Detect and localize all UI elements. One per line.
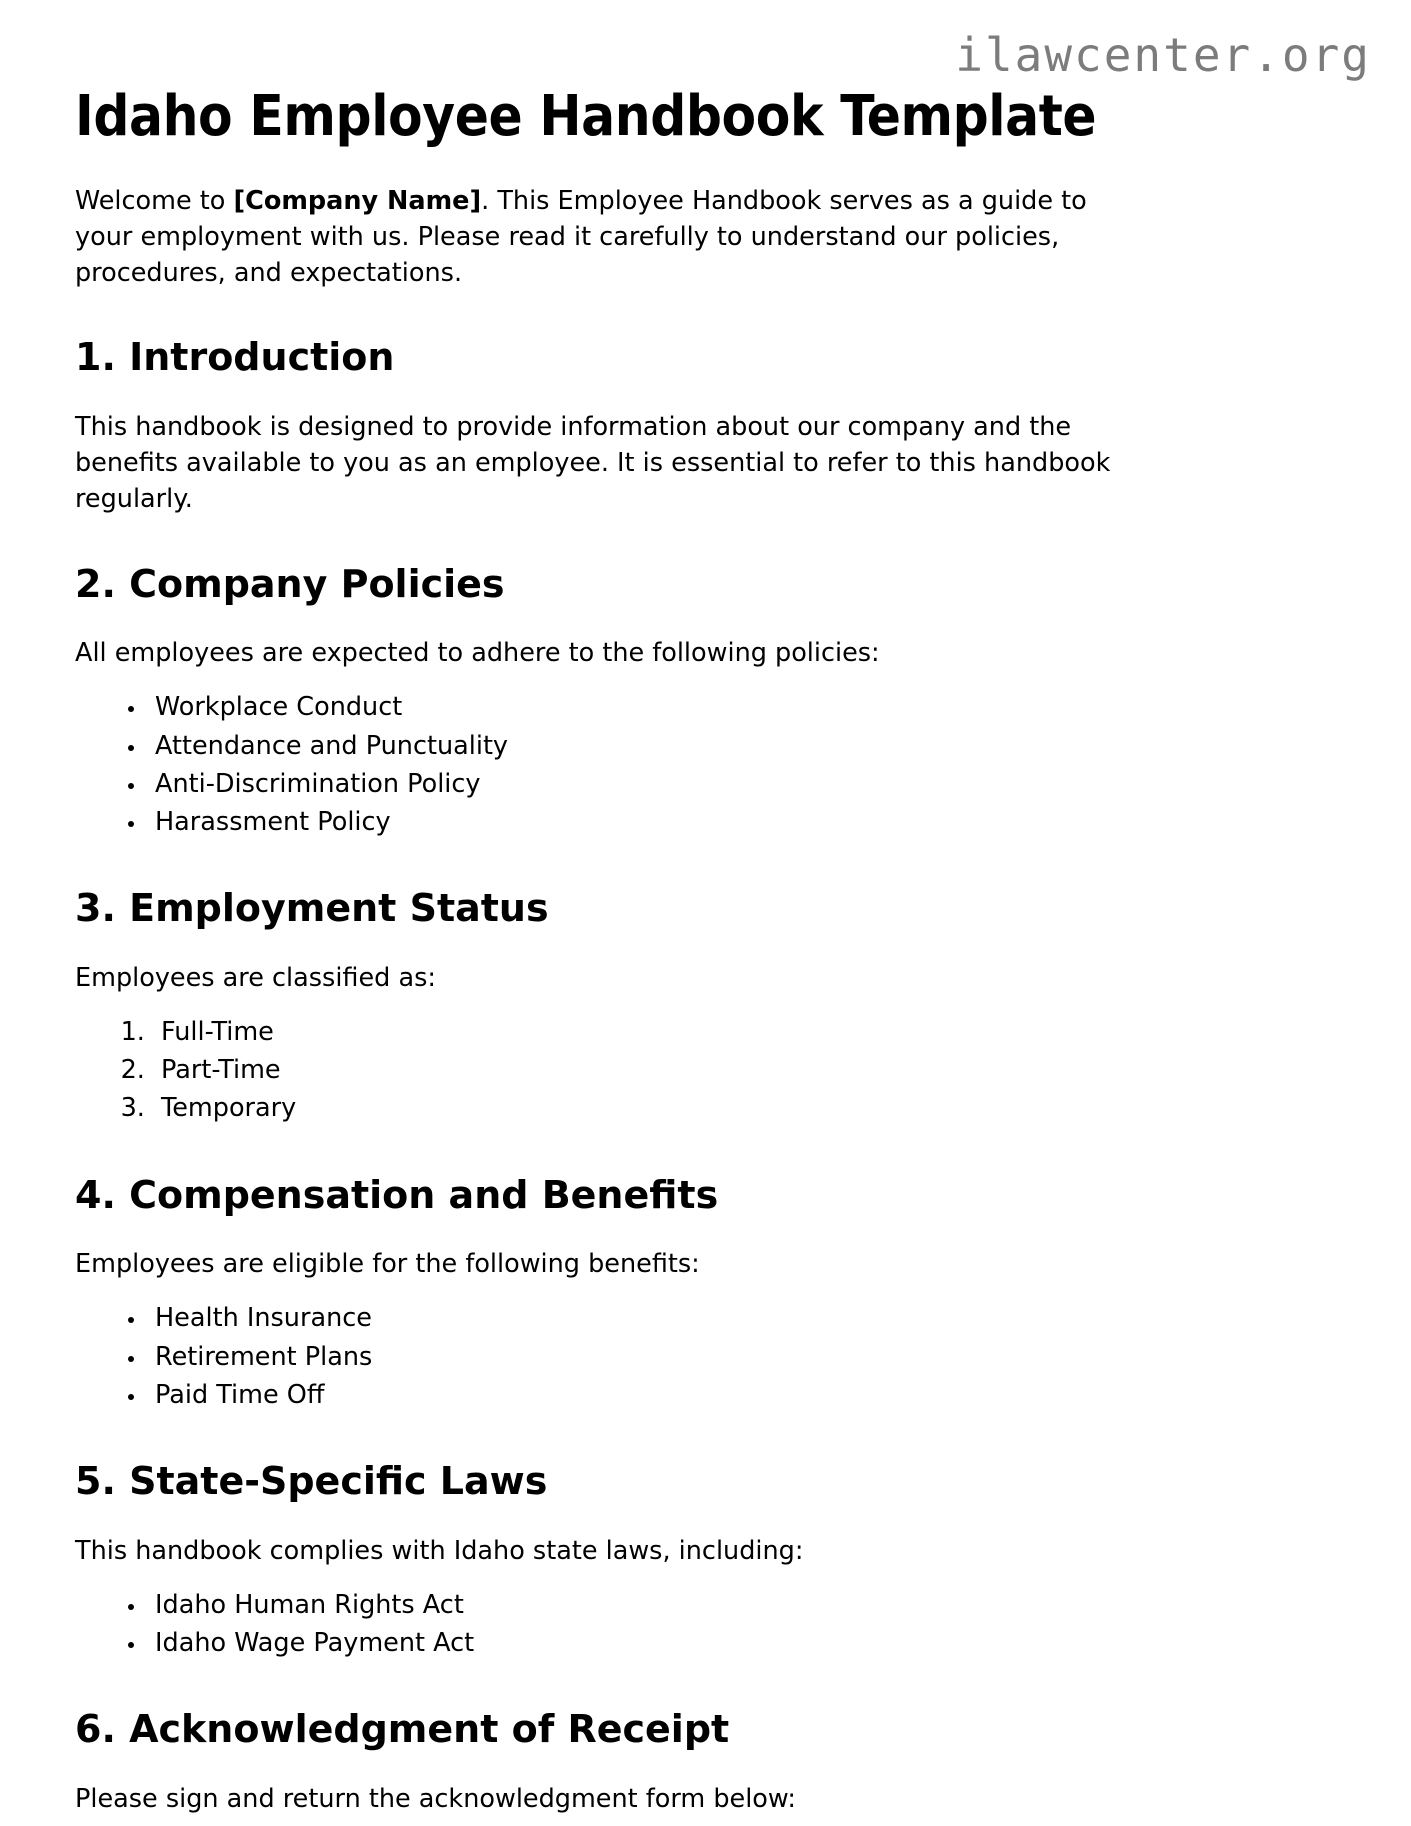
employment-status-list [75,996,1336,1129]
list-item: • Attendance and Punctuality [147,728,1336,766]
section-paragraph-company-policies: All employees are expected to adhere to the following policies: [75,638,880,669]
section-paragraph-employment-status: Employees are classified as: [75,962,436,993]
intro-rest-text: . This Employee Handbook serves as a guide to your employment with us. Please read it carefully to understand our policies, procedures, and expectations. [75,185,1087,289]
section-heading-acknowledgment-of-receipt: 6. Acknowledgment of Receipt [75,1707,730,1752]
list-item: 3. Temporary [153,1090,1336,1128]
section-heading-company-policies: 2. Company Policies [75,561,505,606]
section-heading-state-specific-laws: 5. State-Specific Laws [75,1458,548,1503]
section-paragraph-compensation-and-benefits: Employees are eligible for the following benefits: [75,1249,700,1280]
list-item: • Idaho Wage Payment Act [147,1625,1336,1663]
intro-lead-text: Welcome to [75,185,234,216]
state-laws-list [75,1569,1336,1663]
list-item: • Anti-Discrimination Policy [147,766,1336,804]
list-item: • Harassment Policy [147,804,1336,842]
company-name-placeholder: [Company Name] [233,185,482,216]
company-policies-list [75,671,1336,842]
section-heading-compensation-and-benefits: 4. Compensation and Benefits [75,1172,719,1217]
benefits-list [75,1282,1336,1415]
section-heading-employment-status: 3. Employment Status [75,886,549,931]
list-item: • Idaho Human Rights Act [147,1587,1336,1625]
site-watermark: ilawcenter.org [955,28,1371,82]
list-item: • Paid Time Off [147,1377,1336,1415]
list-item: • Workplace Conduct [147,689,1336,727]
list-item: • Retirement Plans [147,1339,1336,1377]
list-item: 1. Full-Time [153,1014,1336,1052]
page-title: Idaho Employee Handbook Template [75,84,1097,149]
list-item: 2. Part-Time [153,1052,1336,1090]
intro-paragraph [75,149,1140,292]
section-paragraph-state-specific-laws: This handbook complies with Idaho state laws, including: [75,1535,804,1566]
list-item: • Health Insurance [147,1300,1336,1338]
section-paragraph-introduction: This handbook is designed to provide information about our company and the benefits available to you as an employee. It is essential to refer to this handbook regularly. [75,411,1111,515]
section-heading-introduction: 1. Introduction [75,335,395,380]
section-paragraph-acknowledgment-of-receipt: Please sign and return the acknowledgment form below: [75,1783,796,1814]
